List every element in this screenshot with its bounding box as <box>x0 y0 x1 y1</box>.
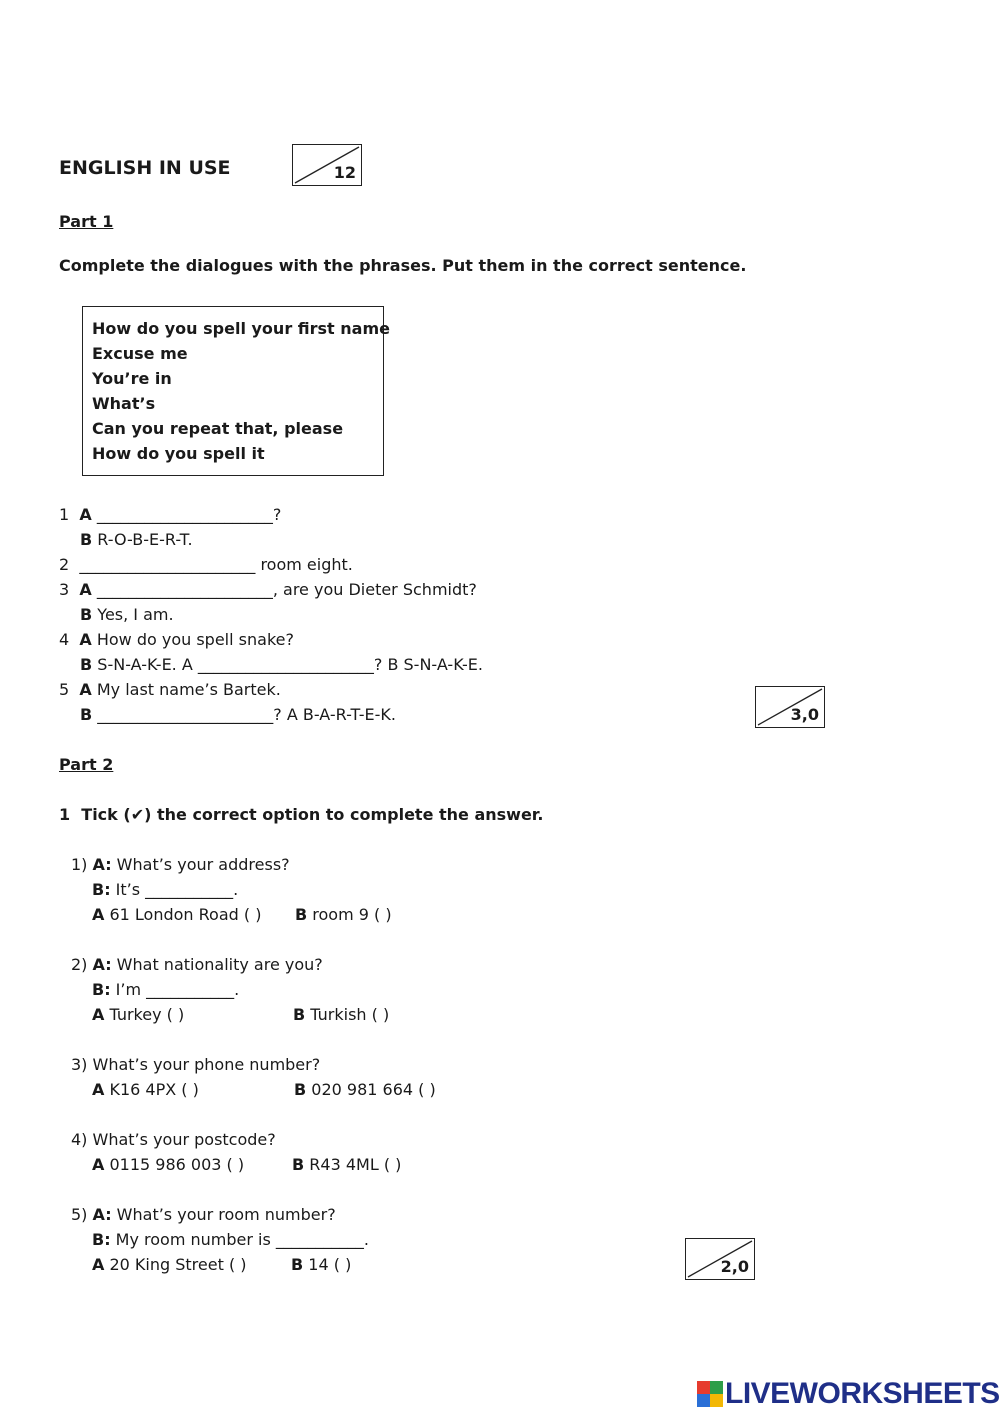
logo-grid-icon <box>697 1381 723 1407</box>
option-label: B <box>292 1155 305 1174</box>
speaker-label: B: <box>92 880 111 899</box>
line-number: 4 <box>59 630 70 649</box>
option-text[interactable]: Turkey ( ) <box>104 1005 185 1024</box>
line-text[interactable]: S-N-A-K-E. A ______________________? B S-N-A-K-E. <box>92 655 483 674</box>
part2-score-box <box>685 1238 755 1280</box>
answer-text: I’m ___________. <box>110 980 240 999</box>
question <box>71 855 290 875</box>
dialogue-line <box>59 555 353 575</box>
phrase-item: How do you spell your first name <box>92 319 390 338</box>
total-score-box <box>292 144 362 186</box>
logo-tile <box>697 1381 710 1394</box>
logo-text: LIVEWORKSHEETS <box>725 1377 1000 1410</box>
speaker-label: B <box>80 605 93 624</box>
question <box>71 1205 336 1225</box>
total-score-value: 12 <box>333 163 356 182</box>
line-text: My last name’s Bartek. <box>91 680 281 699</box>
dialogue-line <box>80 530 193 550</box>
answer-text: It’s ___________. <box>110 880 239 899</box>
answer-line <box>92 980 239 1000</box>
phrase-box <box>82 306 390 476</box>
liveworksheets-logo[interactable] <box>697 1377 1000 1411</box>
speaker-label: B <box>80 655 93 674</box>
dialogue-line <box>59 680 281 700</box>
line-text[interactable]: ______________________ room eight. <box>79 555 353 574</box>
line-number: 1 <box>59 505 70 524</box>
option-text[interactable]: room 9 ( ) <box>307 905 392 924</box>
question-number: 3) <box>71 1055 88 1074</box>
phrase-item: Excuse me <box>92 344 188 363</box>
line-number: 2 <box>59 555 70 574</box>
part1-score-box <box>755 686 825 728</box>
option-text[interactable]: 0115 986 003 ( ) <box>104 1155 245 1174</box>
part2-instruction <box>59 805 544 825</box>
part2-heading: Part 2 <box>59 755 114 774</box>
line-text: R-O-B-E-R-T. <box>92 530 193 549</box>
speaker-label: A: <box>92 955 112 974</box>
speaker-label: B: <box>92 980 111 999</box>
option-a[interactable] <box>92 905 261 925</box>
question-number: 4) <box>71 1130 88 1149</box>
option-b[interactable] <box>293 1005 389 1025</box>
question-text: What’s your postcode? <box>92 1130 276 1149</box>
speaker-label: B <box>80 705 93 724</box>
line-text: How do you spell snake? <box>91 630 294 649</box>
question-number: 1) <box>71 855 88 874</box>
instruction-text: Tick (✔) the correct option to complete the answer. <box>81 805 544 824</box>
option-text[interactable]: R43 4ML ( ) <box>304 1155 402 1174</box>
dialogue-line <box>80 605 174 625</box>
dialogue-line <box>59 630 294 650</box>
speaker-label: A: <box>92 855 112 874</box>
option-a[interactable] <box>92 1005 184 1025</box>
line-number: 3 <box>59 580 70 599</box>
speaker-label: A <box>79 630 92 649</box>
dialogue-line <box>59 580 477 600</box>
part2-score-value: 2,0 <box>720 1257 749 1276</box>
answer-text: My room number is ___________. <box>110 1230 369 1249</box>
option-text[interactable]: 14 ( ) <box>303 1255 352 1274</box>
option-label: B <box>291 1255 304 1274</box>
line-text[interactable]: ______________________, are you Dieter Schmidt? <box>91 580 477 599</box>
option-text[interactable]: Turkish ( ) <box>305 1005 390 1024</box>
option-b[interactable] <box>295 905 392 925</box>
option-label: A <box>92 1005 105 1024</box>
phrase-item: How do you spell it <box>92 444 265 463</box>
instruction-number: 1 <box>59 805 71 824</box>
option-label: A <box>92 1155 105 1174</box>
phrase-item: What’s <box>92 394 156 413</box>
question-number: 5) <box>71 1205 88 1224</box>
line-text[interactable]: ______________________? A B-A-R-T-E-K. <box>92 705 396 724</box>
answer-line <box>92 1230 369 1250</box>
part1-heading: Part 1 <box>59 212 114 231</box>
speaker-label: A <box>79 580 92 599</box>
speaker-label: A: <box>92 1205 112 1224</box>
question-text: What’s your phone number? <box>92 1055 321 1074</box>
question <box>71 1055 320 1075</box>
logo-tile <box>710 1394 723 1407</box>
option-label: B <box>294 1080 307 1099</box>
phrase-item: Can you repeat that, please <box>92 419 344 438</box>
page-title: ENGLISH IN USE <box>59 157 231 179</box>
speaker-label: B <box>80 530 93 549</box>
part1-instruction: Complete the dialogues with the phrases. Put them in the correct sentence. <box>59 256 747 275</box>
question-text: What’s your address? <box>111 855 290 874</box>
option-text[interactable]: 020 981 664 ( ) <box>306 1080 436 1099</box>
option-a[interactable] <box>92 1080 199 1100</box>
option-text[interactable]: K16 4PX ( ) <box>104 1080 199 1099</box>
option-label: B <box>295 905 308 924</box>
speaker-label: B: <box>92 1230 111 1249</box>
option-a[interactable] <box>92 1255 247 1275</box>
speaker-label: A <box>79 505 92 524</box>
part1-score-value: 3,0 <box>790 705 819 724</box>
line-text: Yes, I am. <box>92 605 174 624</box>
line-number: 5 <box>59 680 70 699</box>
option-b[interactable] <box>291 1255 351 1275</box>
dialogue-line <box>59 505 281 525</box>
question <box>71 1130 276 1150</box>
option-b[interactable] <box>292 1155 401 1175</box>
option-label: A <box>92 1080 105 1099</box>
dialogue-line <box>80 705 396 725</box>
option-label: A <box>92 1255 105 1274</box>
answer-line <box>92 880 238 900</box>
speaker-label: A <box>79 680 92 699</box>
logo-tile <box>697 1394 710 1407</box>
question <box>71 955 323 975</box>
option-b[interactable] <box>294 1080 436 1100</box>
logo-tile <box>710 1381 723 1394</box>
question-number: 2) <box>71 955 88 974</box>
option-label: A <box>92 905 105 924</box>
option-text[interactable]: 20 King Street ( ) <box>104 1255 247 1274</box>
option-a[interactable] <box>92 1155 244 1175</box>
question-text: What nationality are you? <box>111 955 323 974</box>
option-text[interactable]: 61 London Road ( ) <box>104 905 262 924</box>
dialogue-line <box>80 655 483 675</box>
line-text[interactable]: ______________________? <box>91 505 282 524</box>
phrase-item: You’re in <box>92 369 172 388</box>
question-text: What’s your room number? <box>111 1205 336 1224</box>
option-label: B <box>293 1005 306 1024</box>
